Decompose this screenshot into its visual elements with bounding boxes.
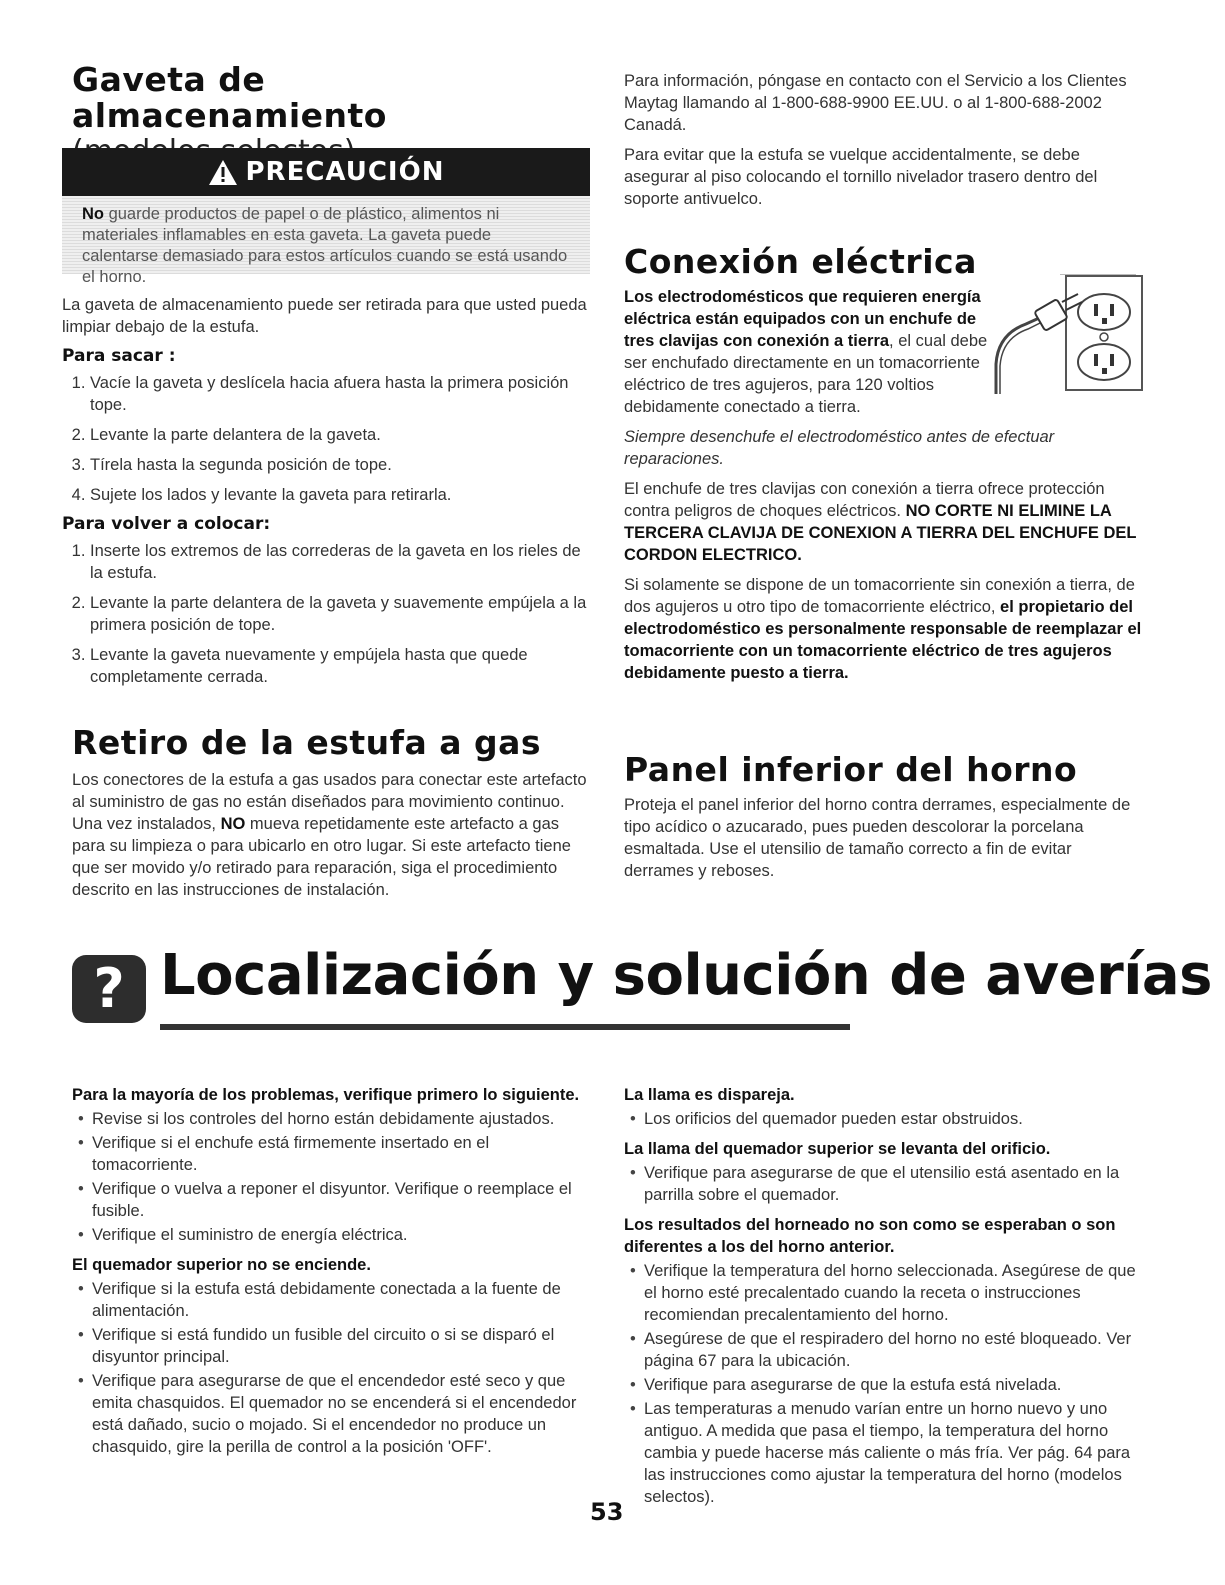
electrical-intro (624, 286, 1004, 418)
gas-removal-title: Retiro de la estufa a gas (72, 723, 542, 762)
troubleshooting-right (624, 1084, 1144, 1514)
remove-steps (62, 372, 592, 506)
oven-bottom-text: Proteja el panel inferior del horno contra derrames, especialmente de tipo acídico o azucarado, pues pueden descolorar la porcelana esmaltada. Use el utensilio de tamaño correcto a fin de evitar derrames y reboses. (624, 796, 1131, 881)
trouble-heading: La llama del quemador superior se levanta del orificio. (624, 1140, 1051, 1158)
list-item: 2. Levante la parte delantera de la gaveta. (90, 424, 592, 446)
page-number: 53 (590, 1498, 624, 1526)
trouble-list (72, 1278, 592, 1458)
list-item: • Verifique la temperatura del horno seleccionada. Asegúrese de que el horno esté precalentado cuando la receta o instrucciones recomiendan precalentamiento del horno. (644, 1260, 1144, 1326)
troubleshooting-title: Localización y solución de averías (160, 943, 1213, 1008)
remove-heading: Para sacar : (62, 346, 176, 366)
list-item: • Las temperaturas a menudo varían entre un horno nuevo y uno antiguo. A medida que pasa el tiempo, la temperatura del horno cambia y puede hacerse más caliente o más fría. Ver pág. 64 para las instrucciones como ajustar la temperatura del horno (modelos selectos). (644, 1398, 1144, 1508)
gas-removal-text-a: Los conectores de la estufa a gas usados para conectar este artefacto al suministro de gas no están diseñados para movimiento continuo. Una vez instalados, (72, 771, 587, 834)
question-icon (72, 955, 146, 1023)
caution-box (62, 148, 590, 286)
list-item: 1. Inserte los extremos de las correderas de la gaveta en los rieles de la estufa. (90, 540, 592, 584)
storage-title: Gaveta de almacenamiento (72, 60, 387, 136)
list-item: • Verifique para asegurarse de que el encendedor esté seco y que emita chasquidos. El quemador no se encenderá si el encendedor está dañado, sucio o mojado. Si el encendedor no produce un chasquido, gire la perilla de control a la posición 'OFF'. (92, 1370, 592, 1458)
electrical-intro-bold: Los electrodomésticos que requieren energía eléctrica están equipados con un enchufe de tres clavijas con conexión a tierra (624, 288, 981, 351)
gas-removal-text-b: mueva repetidamente este artefacto a gas para su limpieza o para ubicarlo en otro lugar. Si este artefacto tiene que ser movido y/o retirado para reparación, siga el procedimiento descrito en las instrucciones de instalación. (72, 815, 571, 900)
caution-no: No (82, 205, 104, 223)
list-item: • Revise si los controles del horno están debidamente ajustados. (92, 1108, 592, 1130)
list-item: • Verifique o vuelva a reponer el disyuntor. Verifique o reemplace el fusible. (92, 1178, 592, 1222)
trouble-heading: Los resultados del horneado no son como se esperaban o son diferentes a los del horno anterior. (624, 1216, 1116, 1256)
trouble-heading: Para la mayoría de los problemas, verifique primero lo siguiente. (72, 1086, 580, 1104)
trouble-list (624, 1108, 1144, 1130)
list-item: • Verifique para asegurarse de que el utensilio está asentado en la parrilla sobre el quemador. (644, 1162, 1144, 1206)
storage-intro: La gaveta de almacenamiento puede ser retirada para que usted pueda limpiar debajo de la estufa. (62, 296, 587, 336)
contact-text: Para información, póngase en contacto con el Servicio a los Clientes Maytag llamando al 1-800-688-9900 EE.UU. o al 1-800-688-2002 Canadá. (624, 72, 1127, 134)
electrical-intro-rest: , el cual debe ser enchufado directamente en un tomacorriente eléctrico de tres agujeros, para 120 voltios debidamente conectado a tierra. (624, 332, 988, 417)
electrical-p3 (624, 574, 1144, 684)
gas-removal-section (72, 725, 592, 909)
electrical-title: Conexión eléctrica (624, 242, 977, 281)
replace-heading: Para volver a colocar: (62, 514, 271, 534)
electrical-p3-a: Si solamente se dispone de un tomacorriente sin conexión a tierra, de dos agujeros u otro tipo de tomacorriente eléctrico, (624, 576, 1135, 617)
gas-removal-text (72, 769, 592, 901)
replace-steps (62, 540, 592, 688)
trouble-list (624, 1260, 1144, 1508)
caution-title: PRECAUCIÓN (245, 157, 445, 187)
list-item: 3. Levante la gaveta nuevamente y empújela hasta que quede completamente cerrada. (90, 644, 592, 688)
list-item: 1. Vacíe la gaveta y deslícela hacia afuera hasta la primera posición tope. (90, 372, 592, 416)
electrical-note: Siempre desenchufe el electrodoméstico antes de efectuar reparaciones. (624, 428, 1055, 469)
list-item: • Verifique para asegurarse de que la estufa está nivelada. (644, 1374, 1144, 1396)
question-glyph: ? (93, 957, 125, 1020)
title-rule (160, 1024, 850, 1030)
anti-tip-text: Para evitar que la estufa se vuelque accidentalmente, se debe asegurar al piso colocando el tornillo nivelador trasero dentro del soporte antivuelco. (624, 146, 1098, 208)
caution-text (62, 196, 590, 286)
list-item: 3. Tírela hasta la segunda posición de tope. (90, 454, 592, 476)
troubleshooting-left (72, 1084, 592, 1464)
list-item: • Verifique si la estufa está debidamente conectada a la fuente de alimentación. (92, 1278, 592, 1322)
storage-content (62, 294, 592, 696)
oven-bottom-title: Panel inferior del horno (624, 750, 1078, 789)
caution-header (62, 148, 590, 196)
list-item: • Verifique el suministro de energía eléctrica. (92, 1224, 592, 1246)
electrical-section (624, 244, 1144, 692)
electrical-p2-bold: NO CORTE NI ELIMINE LA TERCERA CLAVIJA DE CONEXION A TIERRA DEL ENCHUFE DEL CORDON ELECTRICO. (624, 502, 1137, 565)
electrical-p3-bold: el propietario del electrodoméstico es personalmente responsable de reemplazar el tomacorriente con un tomacorriente eléctrico de tres agujeros debidamente puesto a tierra. (624, 598, 1142, 683)
gas-removal-no: NO (220, 815, 246, 834)
list-item: • Verifique si está fundido un fusible del circuito o si se disparó el disyuntor principal. (92, 1324, 592, 1368)
trouble-heading: El quemador superior no se enciende. (72, 1256, 371, 1274)
oven-bottom-section (624, 752, 1144, 890)
trouble-list (72, 1108, 592, 1246)
contact-section (624, 70, 1144, 218)
trouble-heading: La llama es dispareja. (624, 1086, 795, 1104)
list-item: 2. Levante la parte delantera de la gaveta y suavemente empújela a la primera posición de tope. (90, 592, 592, 636)
electrical-p2 (624, 478, 1144, 566)
electrical-p2-a: El enchufe de tres clavijas con conexión a tierra ofrece protección contra peligros de choques eléctricos. (624, 480, 1105, 521)
caution-body: guarde productos de papel o de plástico, alimentos ni materiales inflamables en esta gaveta. La gaveta puede calentarse demasiado para estos artículos cuando se está usando el horno. (82, 205, 568, 286)
outlet-plug-icon (986, 274, 1146, 394)
warning-triangle-icon (208, 159, 238, 186)
list-item: 4. Sujete los lados y levante la gaveta para retirarla. (90, 484, 592, 506)
list-item: • Los orificios del quemador pueden estar obstruidos. (644, 1108, 1144, 1130)
list-item: • Asegúrese de que el respiradero del horno no esté bloqueado. Ver página 67 para la ubicación. (644, 1328, 1144, 1372)
trouble-list (624, 1162, 1144, 1206)
list-item: • Verifique si el enchufe está firmemente insertado en el tomacorriente. (92, 1132, 592, 1176)
